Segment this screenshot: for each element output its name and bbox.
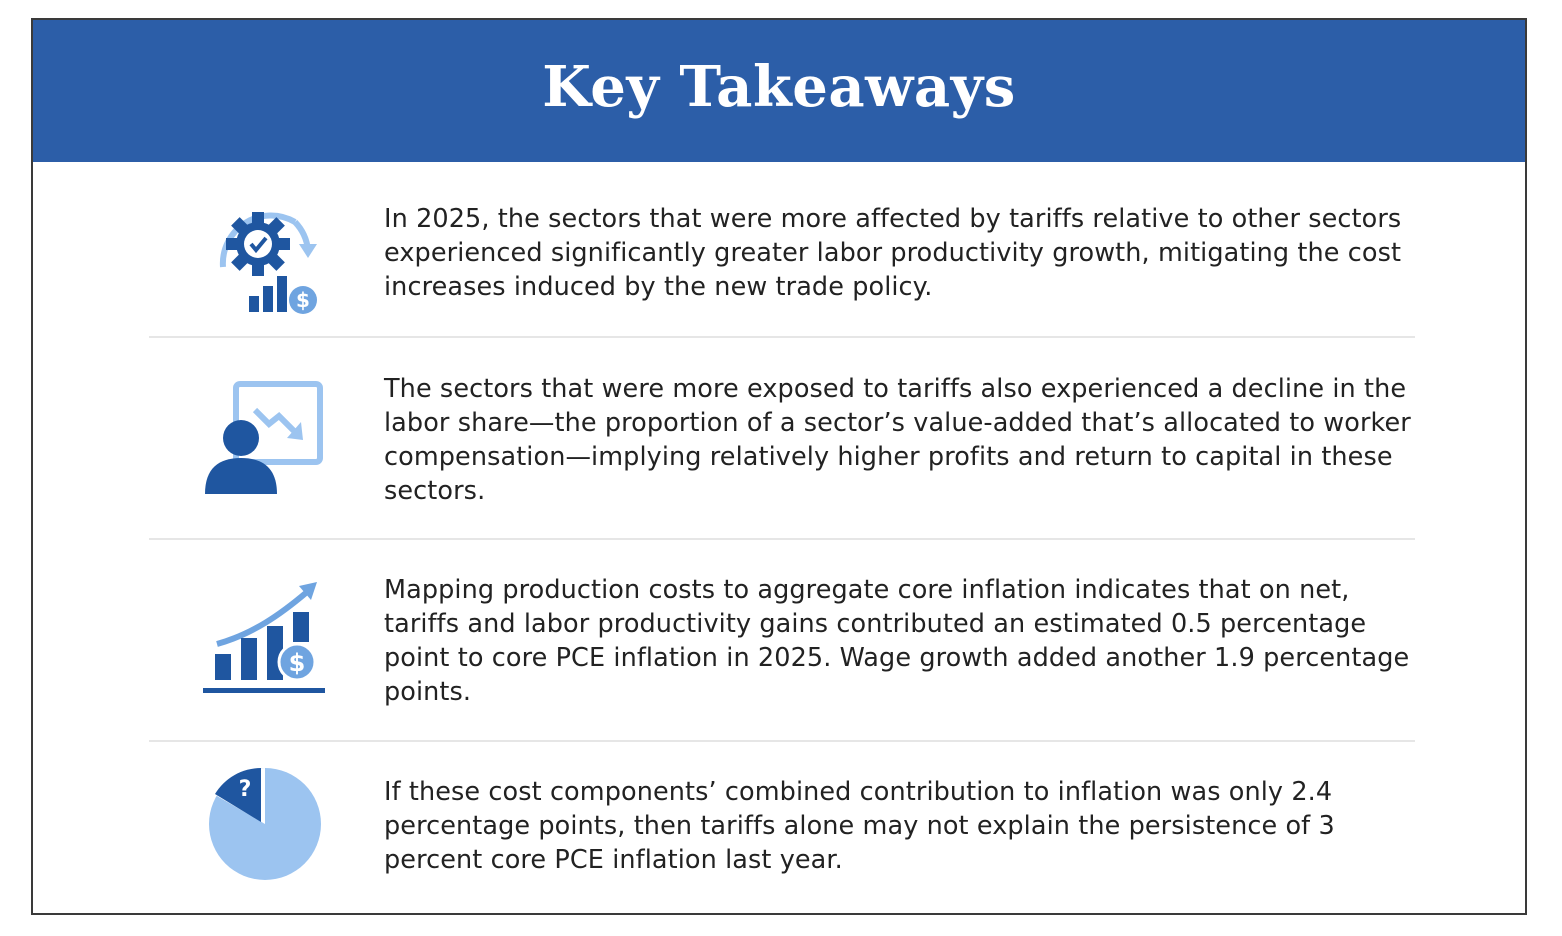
pie-question-icon xyxy=(203,762,333,892)
key-takeaways-card xyxy=(31,18,1527,915)
takeaway-text-1: In 2025, the sectors that were more affected by tariffs relative to other sectors experienced significantly greater labor productivity growth, mitigating the cost increases induced by the new trade policy. xyxy=(384,204,1402,302)
header-banner xyxy=(33,20,1525,162)
takeaway-text-2: The sectors that were more exposed to tariffs also experienced a decline in the labor share—the proportion of a sector’s value-added that’s allocated to worker compensation—implying relatively higher profits and return to capital in these sectors. xyxy=(384,374,1411,506)
divider-1 xyxy=(149,336,1415,338)
svg-text:?: ? xyxy=(238,777,252,802)
divider-3 xyxy=(149,740,1415,742)
svg-text:$: $ xyxy=(288,649,306,677)
page-title: Key Takeaways xyxy=(542,54,1016,120)
gear-chart-dollar-icon xyxy=(203,192,333,322)
divider-2 xyxy=(149,538,1415,540)
rising-bars-dollar-icon xyxy=(203,578,333,708)
takeaway-text-4: If these cost components’ combined contribution to inflation was only 2.4 percentage points, then tariffs alone may not explain the persistence of 3 percent core PCE inflation last year. xyxy=(384,777,1335,875)
takeaway-text-3: Mapping production costs to aggregate core inflation indicates that on net, tariffs and labor productivity gains contributed an estimated 0.5 percentage point to core PCE inflation in 2025. Wage growth added another 1.9 percentage points. xyxy=(384,575,1410,707)
presenter-declining-chart-icon xyxy=(203,378,333,508)
svg-text:$: $ xyxy=(296,288,310,312)
